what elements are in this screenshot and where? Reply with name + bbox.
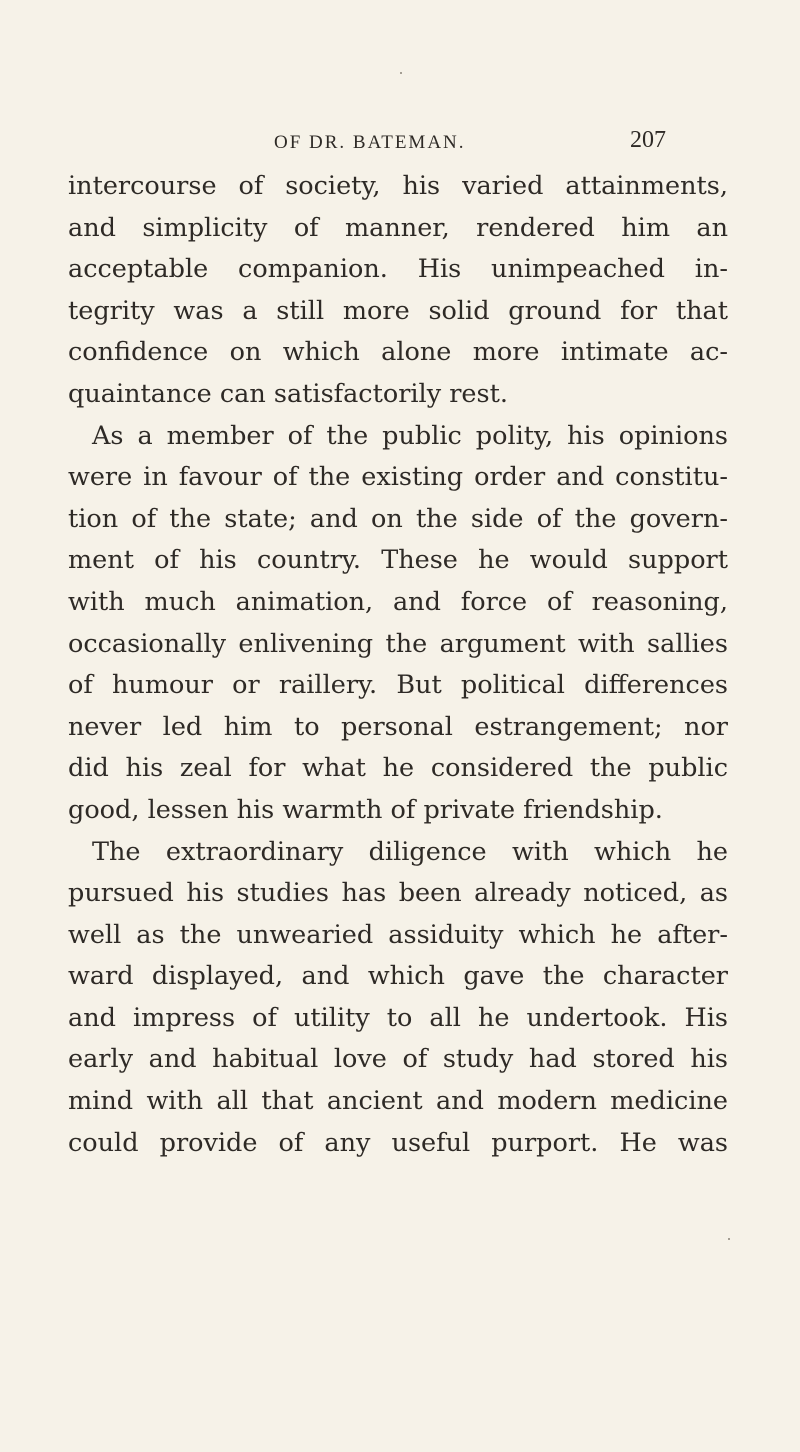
text-line: with much animation, and force of reasoning, xyxy=(68,586,728,617)
running-head: OF DR. BATEMAN. xyxy=(274,132,466,153)
text-line: and simplicity of manner, rendered him an xyxy=(68,212,728,243)
text-line: quaintance can satisfactorily rest. xyxy=(68,378,508,409)
text-line: tion of the state; and on the side of the govern- xyxy=(68,503,728,534)
text-line: never led him to personal estrangement; nor xyxy=(68,711,728,742)
text-line: early and habitual love of study had stored his xyxy=(68,1044,728,1075)
text-line: ment of his country. These he would support xyxy=(68,545,728,576)
text-line: intercourse of society, his varied attainments, xyxy=(68,171,728,201)
paper-speck xyxy=(400,72,402,74)
text-line: could provide of any useful purport. He was xyxy=(68,1127,728,1158)
text-line: well as the unwearied assiduity which he after- xyxy=(68,919,728,950)
paper-speck xyxy=(728,1238,730,1240)
text-line: confidence on which alone more intimate ac- xyxy=(68,337,728,368)
text-line: good, lessen his warmth of private friendship. xyxy=(68,794,663,825)
text-line: did his zeal for what he considered the public xyxy=(68,753,728,784)
text-line: The extraordinary diligence with which he xyxy=(92,836,728,867)
text-line: ward displayed, and which gave the character xyxy=(68,961,728,992)
text-line: mind with all that ancient and modern medicine xyxy=(68,1086,728,1117)
text-line: As a member of the public polity, his opinions xyxy=(92,420,728,451)
text-line: pursued his studies has been already noticed, as xyxy=(68,878,728,909)
text-line: acceptable companion. His unimpeached in- xyxy=(68,254,728,285)
text-line: occasionally enlivening the argument with sallies xyxy=(68,628,728,659)
text-line: and impress of utility to all he undertook. His xyxy=(68,1002,728,1033)
page-number: 207 xyxy=(630,127,666,153)
text-line: of humour or raillery. But political differences xyxy=(68,670,728,701)
text-line: were in favour of the existing order and constitu- xyxy=(68,462,728,493)
body-text xyxy=(68,166,728,1164)
text-line: tegrity was a still more solid ground for that xyxy=(68,295,728,326)
